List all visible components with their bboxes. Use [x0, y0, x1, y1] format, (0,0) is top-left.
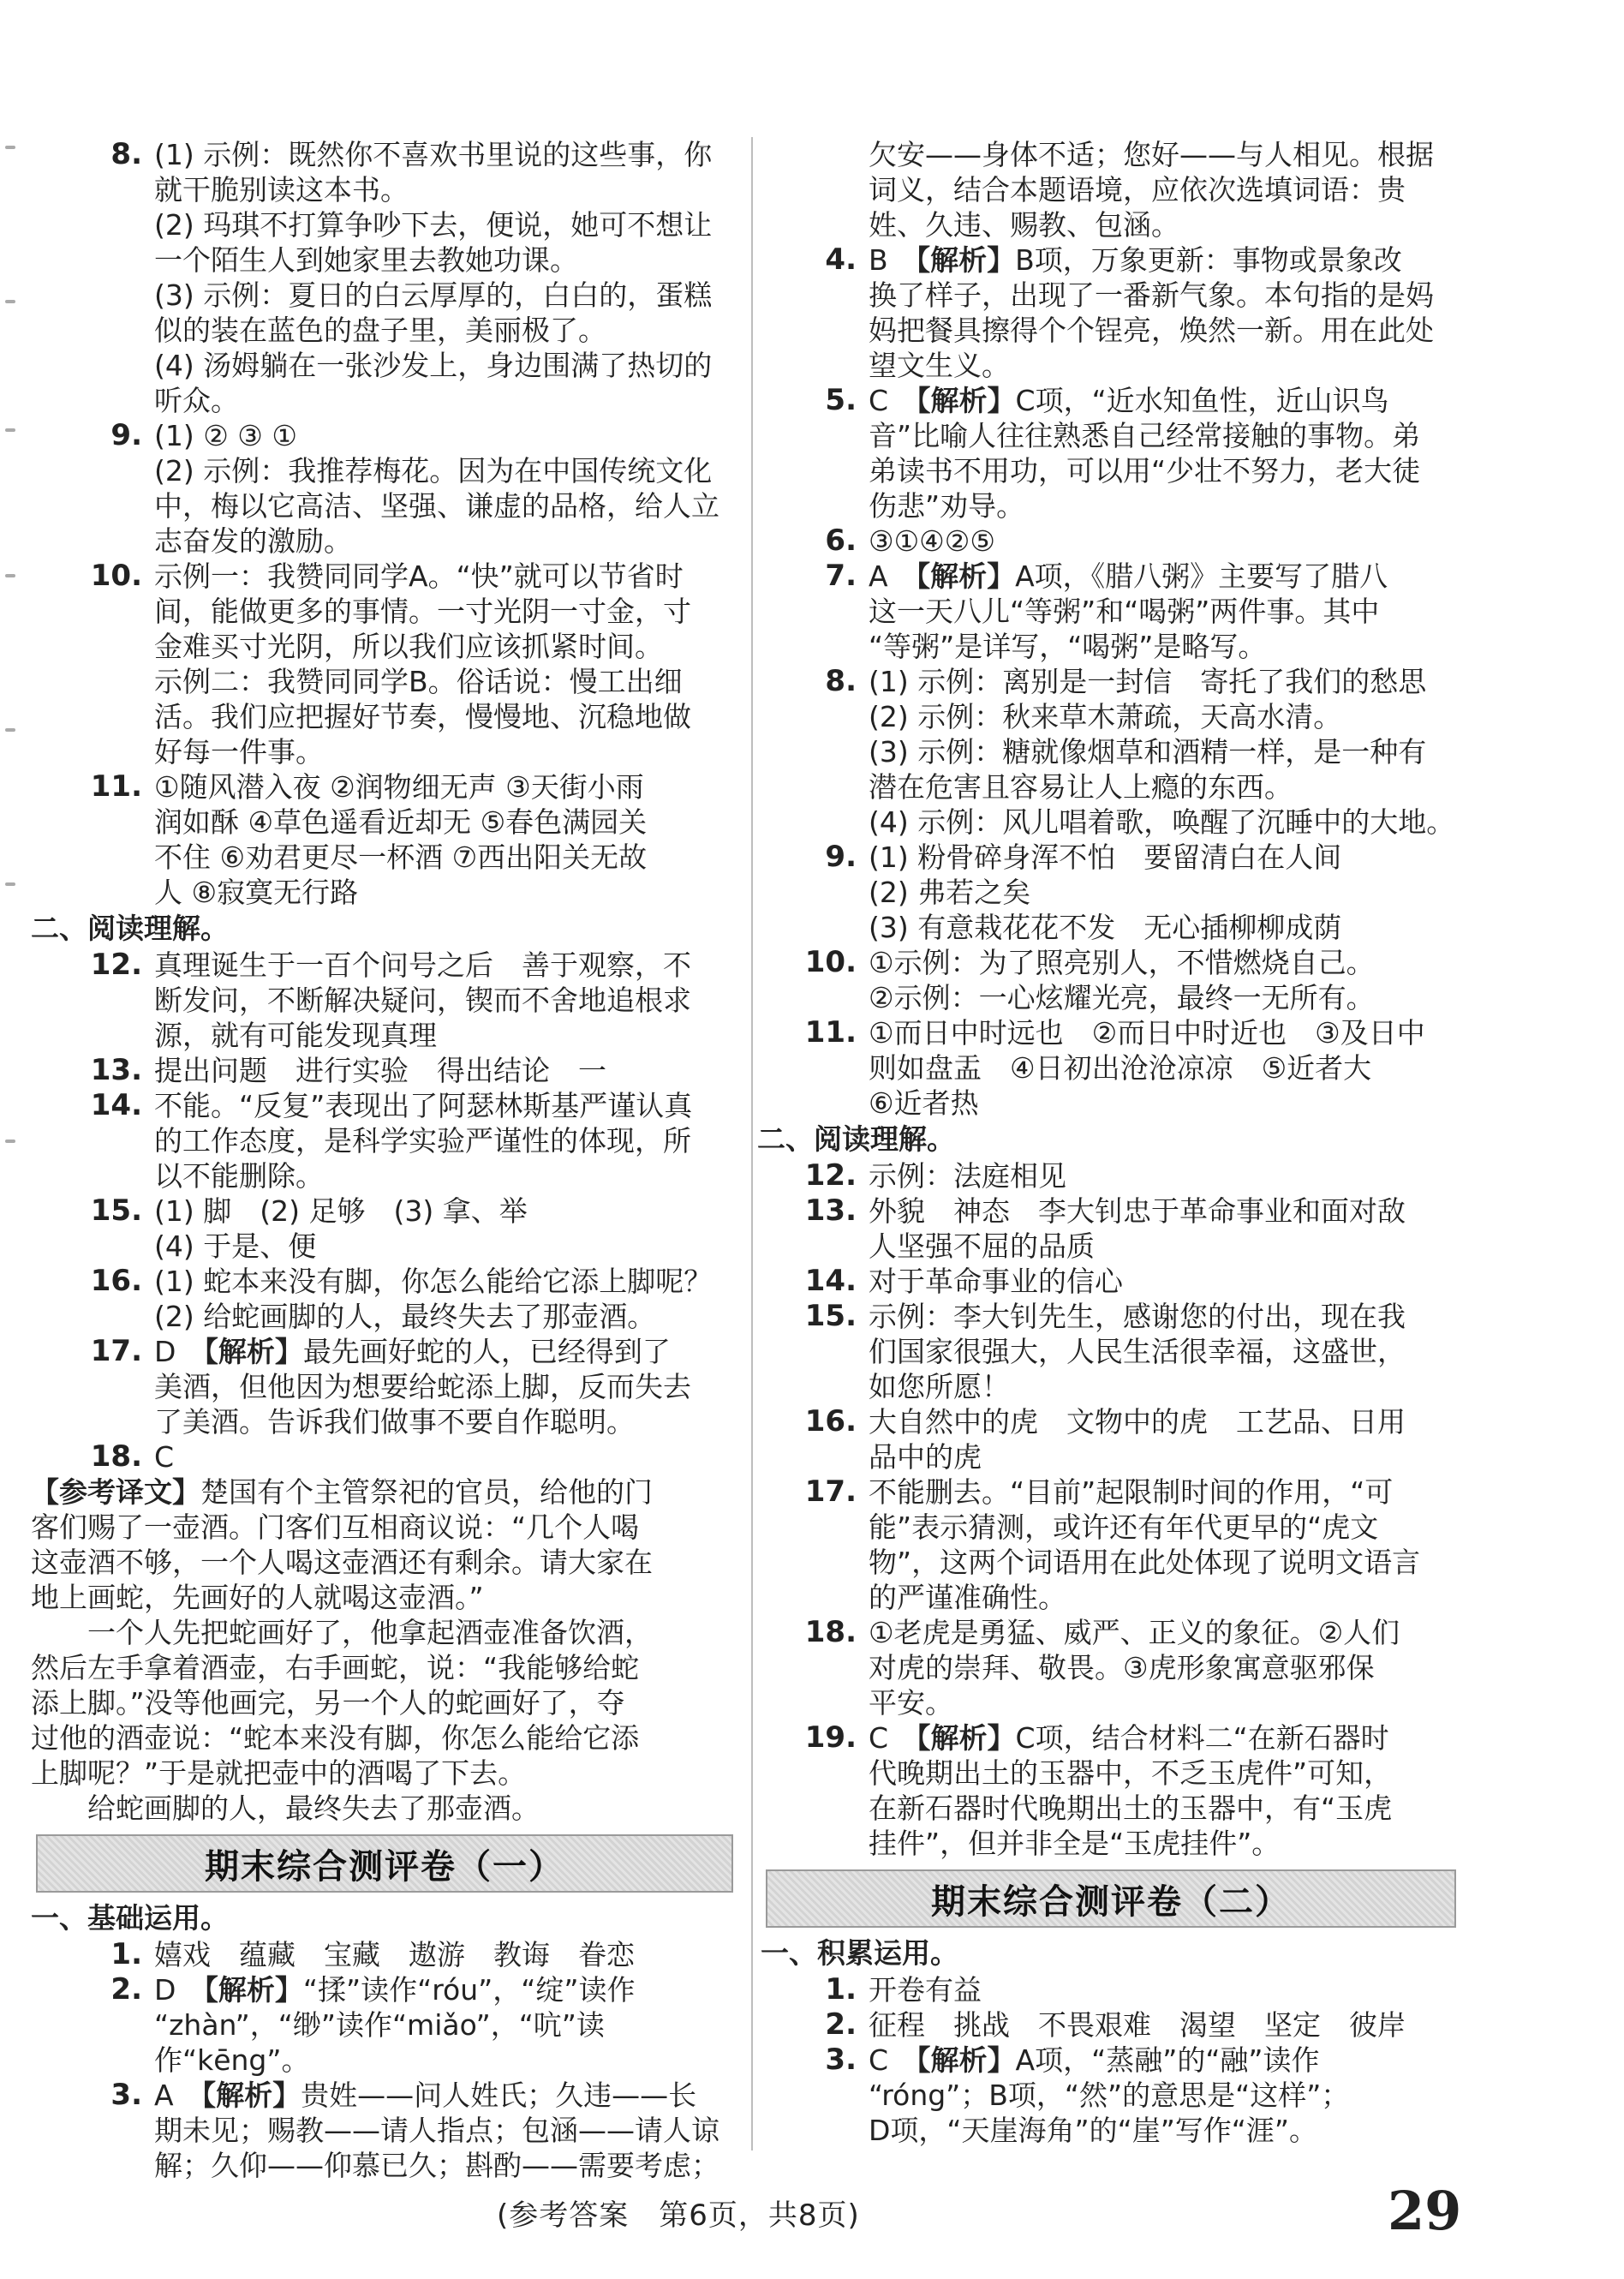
answer-item	[761, 2007, 1456, 2043]
answer-line: 平安。	[869, 1686, 953, 1720]
translation-label: 【参考译文】	[31, 1475, 200, 1509]
answer-line: (1) 示例：离别是一封信 寄托了我们的愁思	[869, 665, 1427, 698]
answer-item	[761, 523, 1456, 559]
answer-line: 似的装在蓝色的盘子里，美丽极了。	[154, 314, 606, 347]
answer-line: 则如盘盂 ④日初出沧沧凉凉 ⑤近者大	[869, 1051, 1372, 1085]
section-heading: 二、阅读理解。	[31, 912, 229, 945]
reference-translation	[31, 1474, 733, 1826]
answer-item	[761, 559, 1456, 664]
translation-line: 上脚呢？”于是就把壶中的酒喝了下去。	[31, 1756, 527, 1790]
left-basic-list	[31, 1937, 733, 2183]
answer-item	[31, 2078, 733, 2183]
item-number: 1.	[825, 1972, 857, 2007]
answer-line: 示例：法庭相见	[869, 1159, 1066, 1193]
item-text	[857, 1615, 1456, 1720]
item-number: 17.	[90, 1334, 142, 1368]
item-number: 8.	[110, 137, 142, 171]
translation-line: 这壶酒不够，一个人喝这壶酒还有剩余。请大家在	[31, 1546, 653, 1579]
item-text	[142, 1193, 733, 1264]
answer-line: 嬉戏 蕴藏 宝藏 遨游 教诲 眷恋	[154, 1938, 635, 1971]
right-reading-list	[761, 1158, 1456, 1861]
item-text	[857, 1264, 1456, 1299]
answer-line: 代晚期出土的玉器中，不乏玉虎件”可知，	[869, 1756, 1393, 1790]
answer-item	[31, 948, 733, 1053]
answer-item	[761, 840, 1456, 945]
item-text	[857, 1193, 1456, 1264]
answer-line: ⑥近者热	[869, 1086, 979, 1120]
item-text	[857, 383, 1456, 523]
answer-item	[31, 1193, 733, 1264]
answer-line: D 【解析】最先画好蛇的人，已经得到了	[154, 1335, 671, 1368]
item-text	[142, 769, 733, 910]
answer-line: 的工作态度，是科学实验严谨性的体现，所	[154, 1124, 691, 1157]
answer-line: (1) 脚 (2) 足够 (3) 拿、举	[154, 1194, 528, 1228]
margin-mark	[5, 146, 15, 149]
right-answer-list	[761, 242, 1456, 1121]
item-number: 2.	[110, 1972, 142, 2007]
answer-line: 人 ⑧寂寞无行路	[154, 876, 359, 909]
answer-line: 人坚强不屈的品质	[869, 1229, 1095, 1263]
answer-line: 美酒，但他因为想要给蛇添上脚，反而失去	[154, 1370, 691, 1403]
answer-line: 如您所愿！	[869, 1370, 1010, 1403]
translation-line: 添上脚。”没等他画完，另一个人的蛇画好了，夺	[31, 1686, 625, 1720]
answer-line: 一个陌生人到她家里去教她功课。	[154, 243, 578, 277]
answer-line: (2) 玛琪不打算争吵下去，便说，她可不想让	[154, 208, 713, 242]
answer-line: 听众。	[154, 384, 239, 417]
item-number: 16.	[90, 1264, 142, 1298]
answer-line: 换了样子，出现了一番新气象。本句指的是妈	[869, 278, 1434, 312]
answer-item	[31, 1334, 733, 1439]
answer-item	[31, 418, 733, 559]
answer-line: 挂件”，但并非全是“玉虎挂件”。	[869, 1827, 1281, 1860]
answer-item	[31, 137, 733, 418]
analysis-marker: 【解析】	[916, 2043, 1016, 2077]
answer-line: 间，能做更多的事情。一寸光阴一寸金，寸	[154, 595, 691, 628]
item-number: 2.	[825, 2007, 857, 2042]
answer-line: 以不能删除。	[154, 1159, 324, 1193]
answer-line: 源，就有可能发现真理	[154, 1019, 437, 1052]
analysis-marker: 【解析】	[916, 1721, 1016, 1755]
answer-item	[31, 1439, 733, 1474]
section-heading: 一、基础运用。	[31, 1901, 229, 1935]
answer-line: 不能删去。“目前”起限制时间的作用，“可	[869, 1475, 1394, 1509]
answer-line: 金难买寸光阴，所以我们应该抓紧时间。	[154, 630, 663, 663]
translation-line: 过他的酒壶说：“蛇本来没有脚，你怎么能给它添	[31, 1721, 640, 1755]
item-text	[857, 1299, 1456, 1404]
item-number: 17.	[804, 1474, 857, 1509]
answer-line: 品中的虎	[869, 1440, 982, 1474]
answer-item	[31, 1264, 733, 1334]
answer-line: 期未见；赐教——请人指点；包涵——请人谅	[154, 2114, 719, 2147]
answer-item	[761, 2043, 1456, 2148]
item-number: 15.	[804, 1299, 857, 1333]
section-heading: 二、阅读理解。	[757, 1122, 955, 1156]
answer-line: 示例一：我赞同同学A。“快”就可以节省时	[154, 559, 684, 593]
item-number: 11.	[804, 1015, 857, 1050]
answer-line: 断发问，不断解决疑问，锲而不舍地追根求	[154, 984, 691, 1017]
answer-line: 好每一件事。	[154, 735, 324, 769]
answer-line: 在新石器时代晚期出土的玉器中，有“玉虎	[869, 1791, 1393, 1825]
answer-line: (1) 粉骨碎身浑不怕 要留清白在人间	[869, 840, 1342, 874]
answer-item	[761, 1299, 1456, 1404]
answer-line: 了美酒。告诉我们做事不要自作聪明。	[154, 1405, 635, 1439]
answer-line: C 【解析】C项，“近水知鱼性，近山识鸟	[869, 384, 1389, 417]
answer-line: 望文生义。	[869, 349, 1010, 382]
item-text	[142, 1439, 733, 1474]
item-text	[857, 2007, 1456, 2043]
answer-line: 的严谨准确性。	[869, 1581, 1066, 1614]
item-text	[142, 418, 733, 559]
analysis-marker: 【解析】	[916, 559, 1016, 593]
answer-line: B 【解析】B项，万象更新：事物或景象改	[869, 243, 1402, 277]
item-text	[142, 1264, 733, 1334]
answer-item	[31, 1088, 733, 1193]
answer-line: 对虎的崇拜、敬畏。③虎形象寓意驱邪保	[869, 1651, 1375, 1684]
analysis-marker: 【解析】	[204, 1335, 303, 1368]
item-number: 19.	[804, 1720, 857, 1755]
item-text	[857, 242, 1456, 383]
item-text	[142, 137, 733, 418]
answer-line: C 【解析】C项，结合材料二“在新石器时	[869, 1721, 1389, 1755]
margin-mark	[5, 882, 15, 886]
page-footer	[0, 2176, 1624, 2245]
footer-text: (参考答案 第6页，共8页)	[497, 2198, 860, 2233]
analysis-marker: 【解析】	[204, 1973, 303, 2007]
item-text	[857, 523, 1456, 559]
item-text	[857, 840, 1456, 945]
answer-line: 对于革命事业的信心	[869, 1265, 1123, 1298]
answer-line: (3) 示例：糖就像烟草和酒精一样，是一种有	[869, 735, 1427, 769]
answer-item	[761, 1972, 1456, 2007]
answer-line: 潜在危害且容易让人上瘾的东西。	[869, 770, 1293, 804]
item-text	[857, 2043, 1456, 2148]
answer-item	[761, 242, 1456, 383]
translation-line: 地上画蛇，先画好的人就喝这壶酒。”	[31, 1581, 484, 1614]
answer-line: (4) 汤姆躺在一张沙发上，身边围满了热切的	[154, 349, 713, 382]
answer-line: 不能。“反复”表现出了阿瑟林斯基严谨认真	[154, 1089, 693, 1122]
answer-line: 提出问题 进行实验 得出结论 一	[154, 1054, 606, 1087]
answer-line: 志奋发的激励。	[154, 524, 352, 558]
binding-margin	[0, 129, 24, 1499]
margin-mark	[5, 428, 15, 432]
banner-title: 期末综合测评卷（一）	[205, 1846, 564, 1887]
item-text	[857, 945, 1456, 1015]
answer-line: 润如酥 ④草色遥看近却无 ⑤春色满园关	[154, 805, 648, 839]
answer-line: 们国家很强大，人民生活很幸福，这盛世，	[869, 1335, 1406, 1368]
section-heading: 一、积累运用。	[761, 1936, 958, 1970]
answer-line: (3) 有意栽花花不发 无心插柳柳成荫	[869, 911, 1342, 944]
answer-line: 解；久仰——仰慕已久；斟酌——需要考虑；	[154, 2149, 719, 2182]
item-number: 9.	[110, 418, 142, 452]
answer-line: 妈把餐具擦得个个锃亮，焕然一新。用在此处	[869, 314, 1434, 347]
answer-line: 就干脆别读这本书。	[154, 173, 409, 206]
answer-item	[761, 945, 1456, 1015]
item-text	[857, 1015, 1456, 1121]
column-divider	[751, 137, 753, 2150]
answer-item	[761, 1720, 1456, 1861]
answer-line: D项，“天崖海角”的“崖”写作“涯”。	[869, 2114, 1317, 2147]
answer-item	[761, 1158, 1456, 1193]
answer-line: A 【解析】贵姓——问人姓氏；久违——长	[154, 2079, 697, 2112]
page-number: 29	[1388, 2180, 1462, 2242]
item-text	[142, 1937, 733, 1972]
translation-line: 然后左手拿着酒壶，右手画蛇，说：“我能够给蛇	[31, 1651, 640, 1684]
left-column	[31, 137, 733, 2183]
answer-item	[761, 1193, 1456, 1264]
answer-line: (3) 示例：夏日的白云厚厚的，白白的，蛋糕	[154, 278, 713, 312]
analysis-marker: 【解析】	[916, 384, 1016, 417]
answer-line: 开卷有益	[869, 1973, 982, 2007]
answer-line: ①随风潜入夜 ②润物细无声 ③天街小雨	[154, 770, 644, 804]
banner-title: 期末综合测评卷（二）	[931, 1881, 1291, 1922]
item-text	[857, 664, 1456, 840]
item-text	[142, 2078, 733, 2183]
answer-line: (1) ② ③ ①	[154, 419, 297, 452]
answer-line: “róng”；B项，“然”的意思是“这样”；	[869, 2079, 1350, 2112]
answer-line: (2) 给蛇画脚的人，最终失去了那壶酒。	[154, 1300, 656, 1333]
answer-line: 欠安——身体不适；您好——与人相见。根据	[869, 138, 1434, 171]
answer-item	[761, 383, 1456, 523]
answer-item	[761, 1015, 1456, 1121]
left-answer-list	[31, 137, 733, 910]
item-text	[142, 1334, 733, 1439]
margin-mark	[5, 1140, 15, 1143]
item-number: 12.	[804, 1158, 857, 1193]
item-text	[142, 1972, 733, 2078]
answer-line: 示例：李大钊先生，感谢您的付出，现在我	[869, 1300, 1406, 1333]
answer-line: ①老虎是勇猛、威严、正义的象征。②人们	[869, 1616, 1400, 1649]
answer-item	[31, 1937, 733, 1972]
item-number: 18.	[90, 1439, 142, 1474]
answer-line: 弟读书不用功，可以用“少壮不努力，老大徒	[869, 454, 1421, 488]
exam-banner-1	[36, 1834, 733, 1893]
item-number: 3.	[825, 2043, 857, 2077]
answer-line: 活。我们应把握好节奏，慢慢地、沉稳地做	[154, 700, 691, 733]
item-text	[857, 1720, 1456, 1861]
item-text	[142, 559, 733, 769]
translation-line: 给蛇画脚的人，最终失去了那壶酒。	[87, 1791, 540, 1825]
item-text	[142, 948, 733, 1053]
answer-line: 这一天八儿“等粥”和“喝粥”两件事。其中	[869, 595, 1380, 628]
answer-line: ③①④②⑤	[869, 524, 995, 558]
answer-item	[31, 559, 733, 769]
item-number: 6.	[825, 523, 857, 558]
answer-line: 大自然中的虎 文物中的虎 工艺品、日用	[869, 1405, 1406, 1439]
answer-line: (1) 蛇本来没有脚，你怎么能给它添上脚呢？	[154, 1265, 713, 1298]
item-text	[142, 1088, 733, 1193]
answer-line: 伤悲”劝导。	[869, 489, 1025, 523]
answer-line: “zhàn”，“缈”读作“miǎo”，“吭”读	[154, 2008, 605, 2042]
answer-line: 物”，这两个词语用在此处体现了说明文语言	[869, 1546, 1421, 1579]
answer-line: 示例二：我赞同同学B。俗话说：慢工出细	[154, 665, 683, 698]
answer-item	[761, 1615, 1456, 1720]
answer-item	[761, 1474, 1456, 1615]
item-text	[857, 1474, 1456, 1615]
answer-line: 中，梅以它高洁、坚强、谦虚的品格，给人立	[154, 489, 719, 523]
answer-item	[761, 664, 1456, 840]
answer-line: (4) 示例：风儿唱着歌，唤醒了沉睡中的大地。	[869, 805, 1455, 839]
answer-line: “等粥”是详写，“喝粥”是略写。	[869, 630, 1267, 663]
right-accumulation-list	[761, 1972, 1456, 2148]
item-number: 9.	[825, 840, 857, 874]
answer-line: 外貌 神态 李大钊忠于革命事业和面对敌	[869, 1194, 1406, 1228]
answer-item	[31, 1053, 733, 1088]
item-number: 16.	[804, 1404, 857, 1439]
answer-line: 能”表示猜测，或许还有年代更早的“虎文	[869, 1510, 1379, 1544]
answer-line: (2) 示例：秋来草木萧疏，天高水清。	[869, 700, 1342, 733]
answer-line: (1) 示例：既然你不喜欢书里说的这些事，你	[154, 138, 713, 171]
answer-line: (4) 于是、便	[154, 1229, 317, 1263]
item-text	[857, 1404, 1456, 1474]
item-text	[142, 1053, 733, 1088]
answer-line: C 【解析】A项，“蒸融”的“融”读作	[869, 2043, 1320, 2077]
item-number: 10.	[90, 559, 142, 593]
answer-line: ②示例：一心炫耀光亮，最终一无所有。	[869, 981, 1375, 1014]
item-number: 8.	[825, 664, 857, 698]
translation-line: 客们赐了一壶酒。门客们互相商议说：“几个人喝	[31, 1510, 640, 1544]
analysis-marker: 【解析】	[201, 2079, 302, 2112]
item-number: 11.	[90, 769, 142, 804]
answer-item	[761, 1404, 1456, 1474]
left-reading-list	[31, 948, 733, 1474]
translation-line: 楚国有个主管祭祀的官员，给他的门	[200, 1475, 653, 1509]
answer-line: (2) 弗若之矣	[869, 876, 1031, 909]
answer-line: 真理诞生于一百个问号之后 善于观察，不	[154, 948, 691, 982]
item-number: 13.	[90, 1053, 142, 1087]
item-number: 5.	[825, 383, 857, 417]
analysis-marker: 【解析】	[916, 243, 1016, 277]
answer-line: A 【解析】A项，《腊八粥》主要写了腊八	[869, 559, 1388, 593]
answer-line: 音”比喻人往往熟悉自己经常接触的事物。弟	[869, 419, 1421, 452]
answer-line: C	[154, 1440, 175, 1474]
item-number: 4.	[825, 242, 857, 277]
item-number: 13.	[804, 1193, 857, 1228]
answer-line: ①而日中时远也 ②而日中时近也 ③及日中	[869, 1016, 1425, 1050]
translation-line: 一个人先把蛇画好了，他拿起酒壶准备饮酒，	[87, 1616, 653, 1649]
item-text	[857, 559, 1456, 664]
item-number: 1.	[110, 1937, 142, 1971]
answer-line: 征程 挑战 不畏艰难 渴望 坚定 彼岸	[869, 2008, 1406, 2042]
answer-item	[31, 1972, 733, 2078]
item-number: 15.	[90, 1193, 142, 1228]
answer-line: ①示例：为了照亮别人，不惜燃烧自己。	[869, 946, 1375, 979]
answer-item	[761, 1264, 1456, 1299]
margin-mark	[5, 300, 15, 303]
answer-line: 词义，结合本题语境，应依次选填词语：贵	[869, 173, 1406, 206]
exam-banner-2	[766, 1869, 1456, 1928]
answer-line: (2) 示例：我推荐梅花。因为在中国传统文化	[154, 454, 713, 488]
item-text	[857, 1158, 1456, 1193]
right-column	[757, 137, 1456, 2148]
item-number: 14.	[90, 1088, 142, 1122]
answer-line: D 【解析】“揉”读作“róu”，“绽”读作	[154, 1973, 636, 2007]
item-number: 7.	[825, 559, 857, 593]
item-number: 18.	[804, 1615, 857, 1649]
answer-line: 姓、久违、赐教、包涵。	[869, 208, 1179, 242]
item-number: 14.	[804, 1264, 857, 1298]
answer-line: 不住 ⑥劝君更尽一杯酒 ⑦西出阳关无故	[154, 840, 648, 874]
margin-mark	[5, 728, 15, 732]
answer-item	[31, 769, 733, 910]
item-number: 10.	[804, 945, 857, 979]
margin-mark	[5, 574, 15, 577]
continued-answer	[761, 137, 1456, 242]
item-number: 12.	[90, 948, 142, 982]
answer-line: 作“kēng”。	[154, 2043, 310, 2077]
item-number: 3.	[110, 2078, 142, 2112]
item-text	[857, 1972, 1456, 2007]
